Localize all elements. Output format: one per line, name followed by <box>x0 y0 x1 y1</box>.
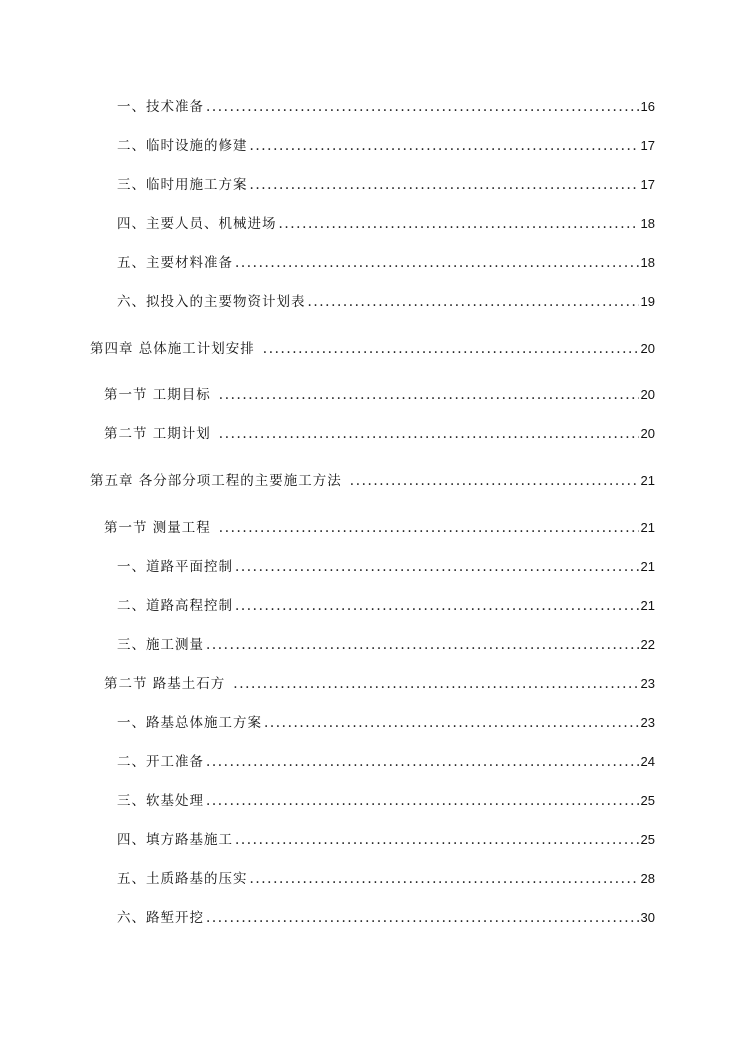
toc-entry-title: 第二节 路基土石方 <box>104 676 226 692</box>
toc-entry-title: 第四章 总体施工计划安排 <box>90 341 255 357</box>
toc-entry[interactable] <box>117 753 655 771</box>
toc-entry-title: 二、道路高程控制 <box>117 598 233 614</box>
toc-page-number: 25 <box>640 793 655 808</box>
toc-dot-leader <box>206 909 639 927</box>
toc-entry[interactable] <box>117 792 655 810</box>
toc-page-number: 17 <box>640 138 655 153</box>
toc-entry-title: 四、填方路基施工 <box>117 832 233 848</box>
toc-dot-leader <box>250 137 639 155</box>
toc-page-number: 21 <box>640 598 655 613</box>
toc-entry-title: 四、主要人员、机械进场 <box>117 216 277 232</box>
toc-entry-title: 一、路基总体施工方案 <box>117 715 262 731</box>
toc-entry[interactable] <box>117 293 655 311</box>
toc-page-number: 20 <box>640 387 655 402</box>
toc-page-number: 17 <box>640 177 655 192</box>
toc-dot-leader <box>233 675 638 693</box>
toc-entry-title: 五、主要材料准备 <box>117 255 233 271</box>
toc-dot-leader <box>206 753 639 771</box>
toc-entry-title: 二、开工准备 <box>117 754 204 770</box>
toc-entry[interactable] <box>117 714 655 732</box>
toc-entry[interactable] <box>117 215 655 233</box>
toc-entry[interactable] <box>117 870 655 888</box>
toc-entry[interactable] <box>117 831 655 849</box>
toc-page-number: 21 <box>640 520 655 535</box>
toc-entry[interactable] <box>117 254 655 272</box>
toc-chapter-entry[interactable] <box>90 340 655 358</box>
toc-page-number: 21 <box>640 559 655 574</box>
toc-page-number: 20 <box>640 341 655 356</box>
toc-dot-leader <box>279 215 639 233</box>
toc-dot-leader <box>219 386 639 404</box>
toc-dot-leader <box>206 792 639 810</box>
toc-entry-title: 第二节 工期计划 <box>104 426 211 442</box>
toc-dot-leader <box>250 870 639 888</box>
toc-dot-leader <box>308 293 639 311</box>
toc-dot-leader <box>263 340 639 358</box>
toc-section-entry[interactable] <box>104 425 655 443</box>
toc-entry[interactable] <box>117 558 655 576</box>
toc-dot-leader <box>250 176 639 194</box>
toc-section-entry[interactable] <box>104 386 655 404</box>
toc-entry-title: 三、临时用施工方案 <box>117 177 248 193</box>
toc-entry-title: 二、临时设施的修建 <box>117 138 248 154</box>
toc-page-number: 23 <box>640 715 655 730</box>
toc-page-number: 19 <box>640 294 655 309</box>
toc-entry-title: 一、道路平面控制 <box>117 559 233 575</box>
toc-dot-leader <box>350 472 639 490</box>
toc-section-entry[interactable] <box>104 519 655 537</box>
toc-entry[interactable] <box>117 176 655 194</box>
toc-entry-title: 一、技术准备 <box>117 99 204 115</box>
toc-entry[interactable] <box>117 636 655 654</box>
toc-page-number: 18 <box>640 216 655 231</box>
toc-entry-title: 三、施工测量 <box>117 637 204 653</box>
toc-dot-leader <box>235 597 639 615</box>
toc-entry-title: 六、路堑开挖 <box>117 910 204 926</box>
toc-entry-title: 第五章 各分部分项工程的主要施工方法 <box>90 473 342 489</box>
toc-entry-title: 三、软基处理 <box>117 793 204 809</box>
toc-page-number: 30 <box>640 910 655 925</box>
toc-entry-title: 五、土质路基的压实 <box>117 871 248 887</box>
toc-page-number: 24 <box>640 754 655 769</box>
toc-page-number: 18 <box>640 255 655 270</box>
toc-entry-title: 六、拟投入的主要物资计划表 <box>117 294 306 310</box>
toc-dot-leader <box>206 636 639 654</box>
toc-section-entry[interactable] <box>104 675 655 693</box>
toc-dot-leader <box>219 425 639 443</box>
toc-page-number: 23 <box>640 676 655 691</box>
toc-chapter-entry[interactable] <box>90 472 655 490</box>
toc-page-number: 25 <box>640 832 655 847</box>
toc-entry[interactable] <box>117 137 655 155</box>
toc-page-number: 22 <box>640 637 655 652</box>
toc-dot-leader <box>235 558 639 576</box>
toc-dot-leader <box>235 254 639 272</box>
toc-page-number: 28 <box>640 871 655 886</box>
toc-entry[interactable] <box>117 597 655 615</box>
toc-page-number: 20 <box>640 426 655 441</box>
toc-dot-leader <box>206 98 639 116</box>
toc-dot-leader <box>235 831 639 849</box>
toc-entry-title: 第一节 工期目标 <box>104 387 211 403</box>
toc-dot-leader <box>264 714 639 732</box>
toc-page-number: 16 <box>640 99 655 114</box>
toc-page-number: 21 <box>640 473 655 488</box>
toc-entry[interactable] <box>117 98 655 116</box>
toc-entry[interactable] <box>117 909 655 927</box>
toc-entry-title: 第一节 测量工程 <box>104 520 211 536</box>
toc-dot-leader <box>219 519 639 537</box>
